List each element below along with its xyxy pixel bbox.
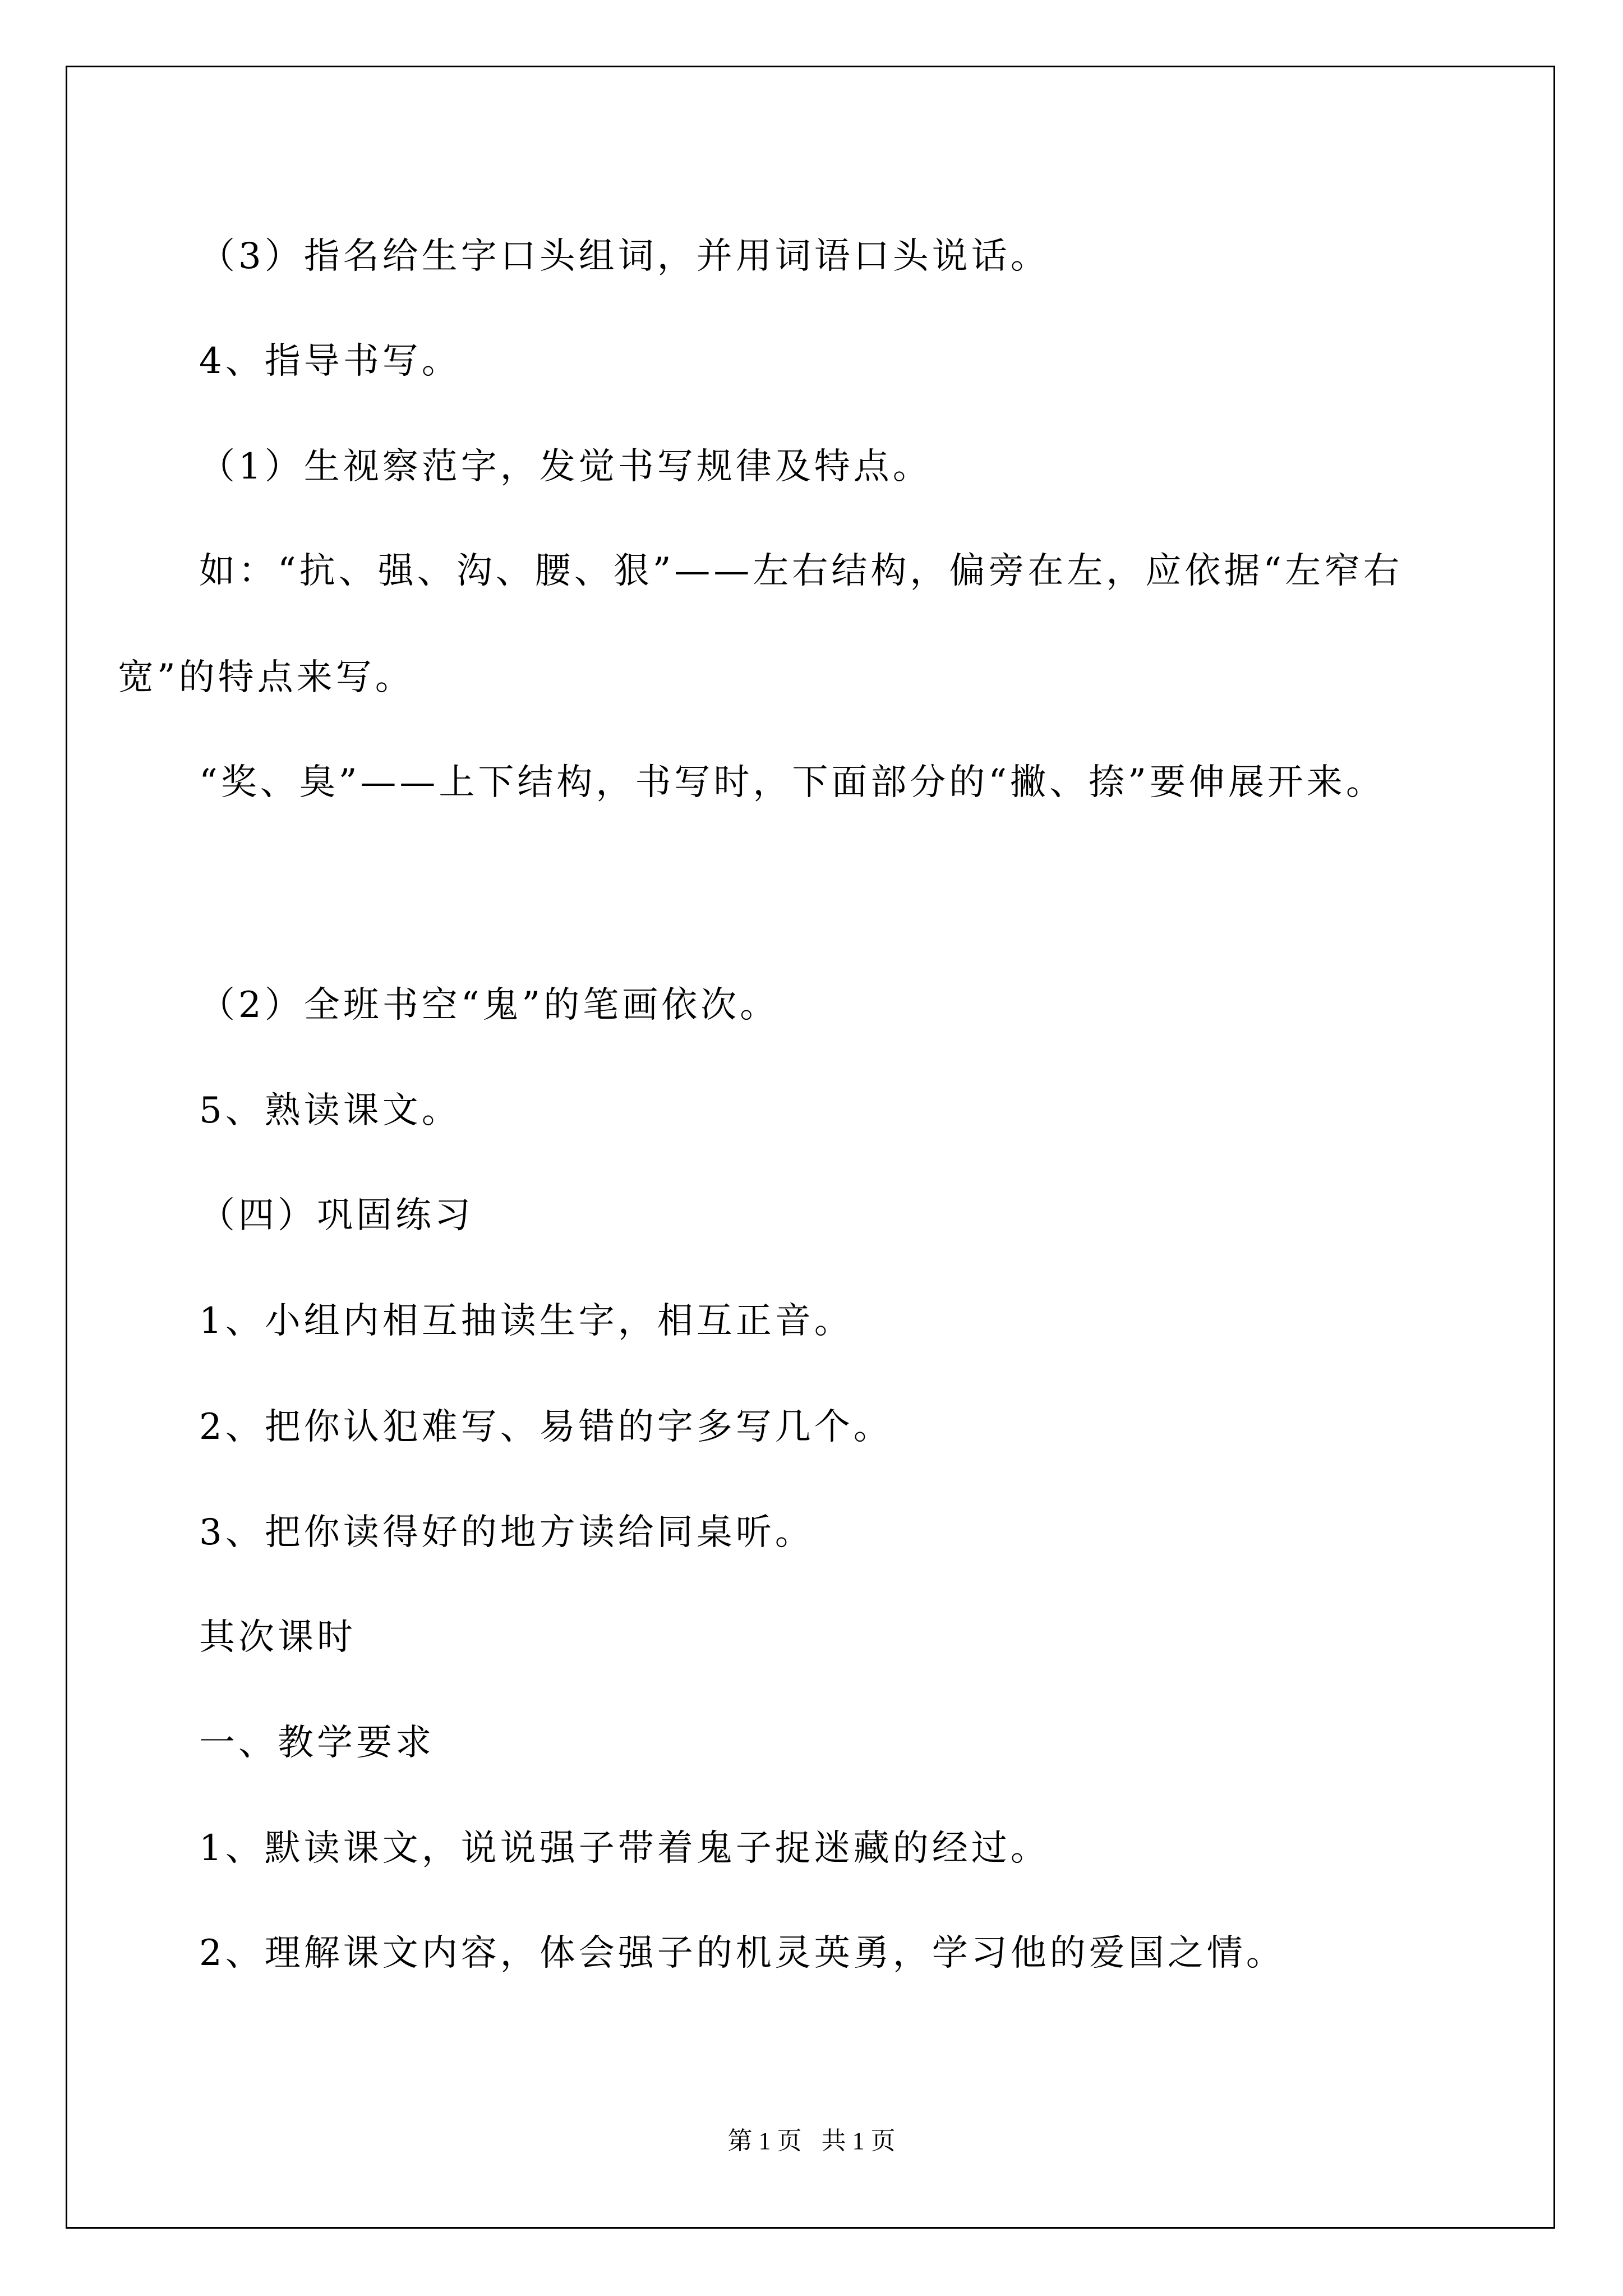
paragraph-4: 如：“抗、强、沟、腰、狠”——左右结构，偏旁在左，应依据“左窄右宽”的特点来写。 [118,550,1403,698]
paragraph-2: 4、指导书写。 [199,341,461,382]
page-total: 共 1 页 [821,2127,896,2155]
paragraph-8: （四）巩固练习 [199,1195,474,1236]
paragraph-13: 一、教学要求 [199,1722,435,1764]
page-border [66,66,1555,2229]
paragraph-6: （2）全班书空“鬼”的笔画依次。 [199,984,780,1026]
paragraph-15: 2、理解课文内容，体会强子的机灵英勇，学习他的爱国之情。 [199,1932,1285,1974]
page-number: 第 1 页 [727,2127,802,2155]
paragraph-1: （3）指名给生字口头组词，并用词语口头说话。 [199,236,1050,277]
paragraph-11: 3、把你读得好的地方读给同桌听。 [199,1512,814,1553]
paragraph-9: 1、小组内相互抽读生字，相互正音。 [199,1300,854,1342]
paragraph-7: 5、熟读课文。 [199,1090,461,1131]
paragraph-14: 1、默读课文，说说强子带着鬼子捉迷藏的经过。 [199,1828,1050,1869]
page-footer [0,2120,1623,2156]
paragraph-10: 2、把你认犯难写、易错的字多写几个。 [199,1406,893,1448]
paragraph-12: 其次课时 [199,1617,356,1658]
paragraph-5: “奖、臭”——上下结构，书写时，下面部分的“撇、捺”要伸展开来。 [199,762,1385,803]
paragraph-3: （1）生视察范字，发觉书写规律及特点。 [199,446,932,487]
